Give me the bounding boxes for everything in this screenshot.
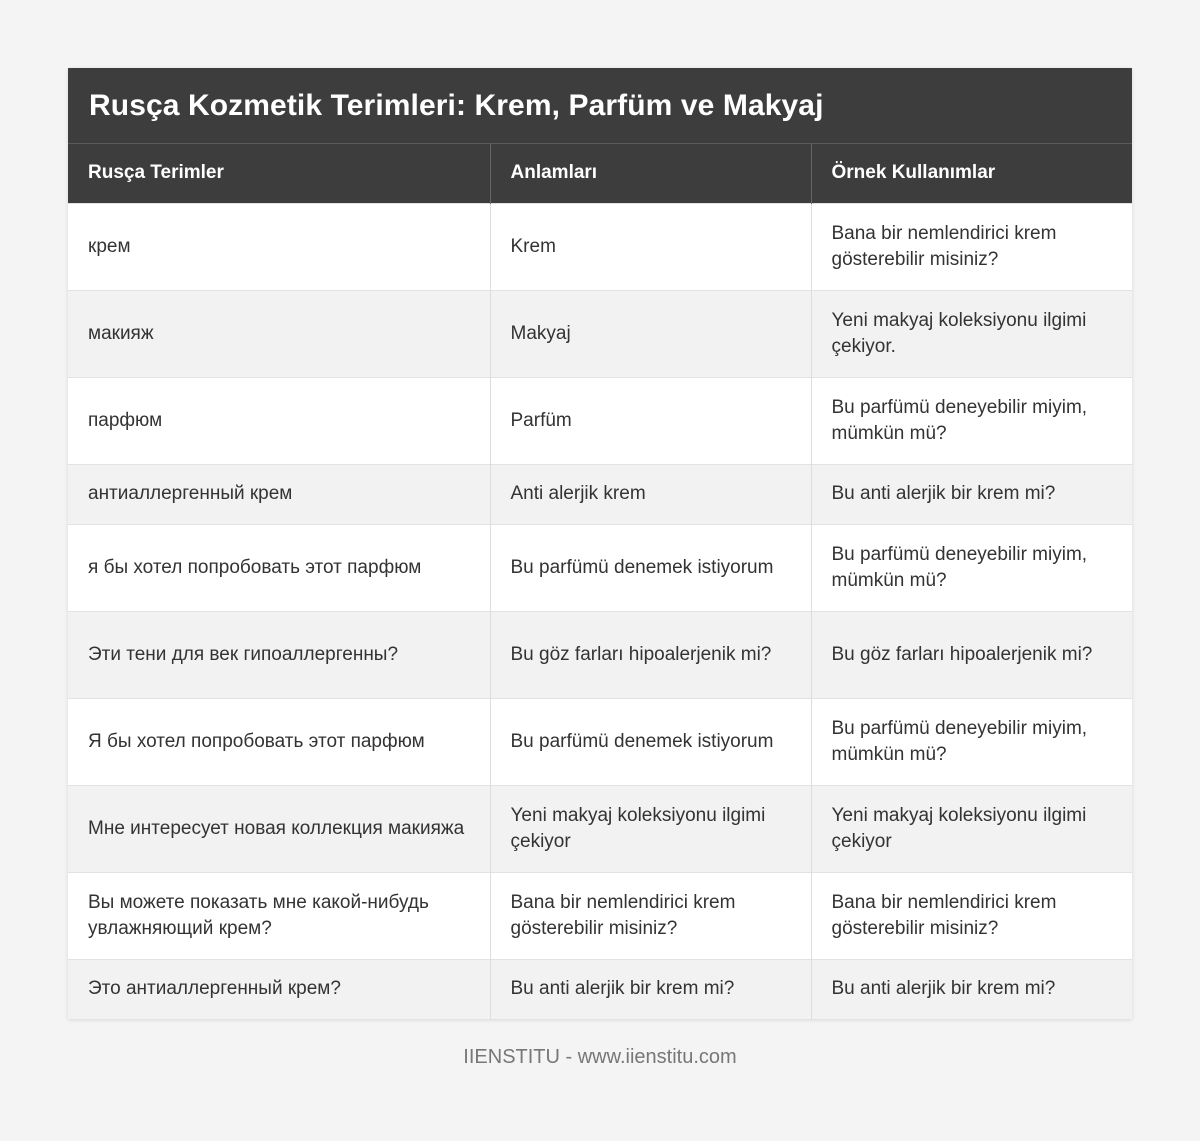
russian-term-cell: парфюм xyxy=(68,377,490,464)
russian-term-cell: я бы хотел попробовать этот парфюм xyxy=(68,524,490,611)
russian-term-cell: Это антиаллергенный крем? xyxy=(68,959,490,1019)
table-row xyxy=(68,698,1132,785)
meaning-cell: Krem xyxy=(490,203,811,290)
example-cell: Bana bir nemlendirici krem gösterebilir misiniz? xyxy=(811,203,1132,290)
footer-credit: IIENSTITU - www.iienstitu.com xyxy=(463,1046,737,1068)
meaning-cell: Parfüm xyxy=(490,377,811,464)
table-row xyxy=(68,785,1132,872)
column-header-meanings: Anlamları xyxy=(490,144,811,203)
terms-table xyxy=(68,144,1132,1019)
table-row xyxy=(68,959,1132,1019)
title-bar xyxy=(68,68,1132,144)
column-header-example-usages: Örnek Kullanımlar xyxy=(811,144,1132,203)
russian-term-cell: Эти тени для век гипоаллергенны? xyxy=(68,611,490,698)
page-title: Rusça Kozmetik Terimleri: Krem, Parfüm ve Makyaj xyxy=(89,88,824,122)
example-cell: Bu parfümü deneyebilir miyim, mümkün mü? xyxy=(811,698,1132,785)
russian-term-cell: Я бы хотел попробовать этот парфюм xyxy=(68,698,490,785)
russian-term-cell: крем xyxy=(68,203,490,290)
example-cell: Bu anti alerjik bir krem mi? xyxy=(811,464,1132,524)
meaning-cell: Bu parfümü denemek istiyorum xyxy=(490,698,811,785)
table-row xyxy=(68,872,1132,959)
example-cell: Bu parfümü deneyebilir miyim, mümkün mü? xyxy=(811,377,1132,464)
table-row xyxy=(68,290,1132,377)
russian-term-cell: Мне интересует новая коллекция макияжа xyxy=(68,785,490,872)
russian-term-cell: макияж xyxy=(68,290,490,377)
table-row xyxy=(68,611,1132,698)
meaning-cell: Yeni makyaj koleksiyonu ilgimi çekiyor xyxy=(490,785,811,872)
column-header-russian-terms: Rusça Terimler xyxy=(68,144,490,203)
example-cell: Bu anti alerjik bir krem mi? xyxy=(811,959,1132,1019)
meaning-cell: Bu parfümü denemek istiyorum xyxy=(490,524,811,611)
terms-card xyxy=(68,68,1132,1019)
meaning-cell: Bana bir nemlendirici krem gösterebilir misiniz? xyxy=(490,872,811,959)
table-row xyxy=(68,203,1132,290)
meaning-cell: Bu göz farları hipoalerjenik mi? xyxy=(490,611,811,698)
meaning-cell: Makyaj xyxy=(490,290,811,377)
meaning-cell: Anti alerjik krem xyxy=(490,464,811,524)
example-cell: Yeni makyaj koleksiyonu ilgimi çekiyor. xyxy=(811,290,1132,377)
table-header-row xyxy=(68,144,1132,203)
example-cell: Bana bir nemlendirici krem gösterebilir misiniz? xyxy=(811,872,1132,959)
table-row xyxy=(68,524,1132,611)
russian-term-cell: Вы можете показать мне какой-нибудь увлажняющий крем? xyxy=(68,872,490,959)
meaning-cell: Bu anti alerjik bir krem mi? xyxy=(490,959,811,1019)
example-cell: Bu parfümü deneyebilir miyim, mümkün mü? xyxy=(811,524,1132,611)
russian-term-cell: антиаллергенный крем xyxy=(68,464,490,524)
example-cell: Bu göz farları hipoalerjenik mi? xyxy=(811,611,1132,698)
example-cell: Yeni makyaj koleksiyonu ilgimi çekiyor xyxy=(811,785,1132,872)
table-row xyxy=(68,464,1132,524)
table-row xyxy=(68,377,1132,464)
